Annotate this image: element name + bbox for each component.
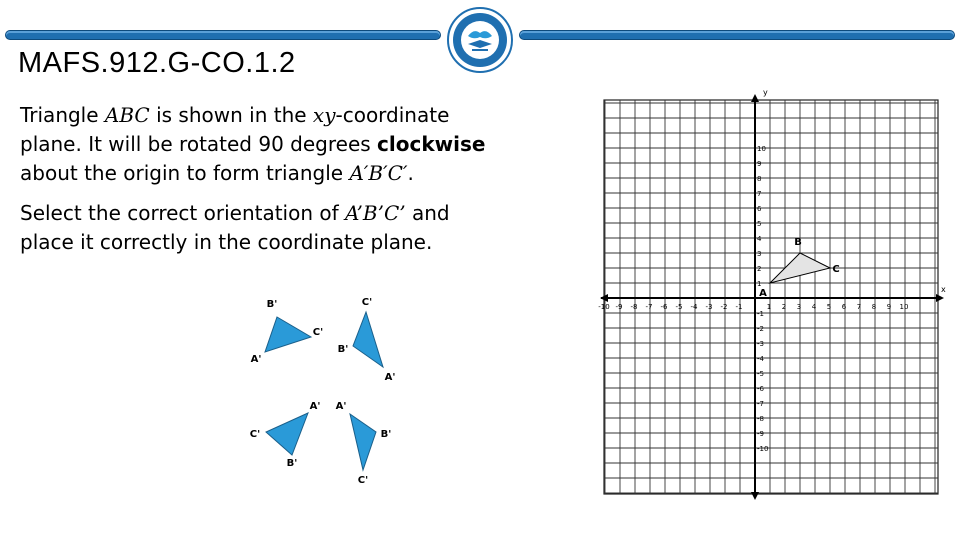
x-tick-label: -7	[645, 303, 653, 311]
y-tick-label: -9	[757, 430, 764, 438]
x-tick-label: 4	[811, 303, 817, 311]
instruction-text: and	[405, 201, 450, 225]
x-tick-label: 7	[856, 303, 862, 311]
instruction-paragraph	[20, 199, 450, 257]
vertex-label: A'	[335, 401, 347, 412]
plane-name: xy	[312, 103, 336, 127]
x-tick-label: -10	[598, 303, 610, 311]
triangle-name: ABC	[104, 103, 150, 127]
page-title: MAFS.912.G-CO.1.2	[18, 47, 296, 79]
option-shape	[353, 312, 383, 367]
question-text: -coordinate	[335, 103, 450, 127]
option-shape	[266, 413, 308, 455]
question-paragraph	[20, 101, 485, 188]
y-axis-label: y	[763, 88, 768, 97]
x-tick-label: -6	[660, 303, 668, 311]
header-bar-right	[520, 31, 954, 39]
image-triangle-name: A′B′C′	[349, 161, 408, 185]
y-tick-label: -6	[757, 385, 764, 393]
y-tick-label: -4	[757, 355, 764, 363]
vertex-label: C'	[361, 297, 373, 308]
y-tick-label: 4	[757, 235, 762, 243]
option-triangle-3[interactable]	[250, 401, 321, 469]
option-shape	[350, 414, 376, 470]
header-bar-left	[6, 31, 440, 39]
option-triangle-4[interactable]	[336, 401, 392, 486]
option-triangle-1[interactable]	[251, 299, 324, 365]
vertex-label: B	[794, 237, 802, 248]
y-tick-label: 7	[757, 190, 762, 198]
x-tick-label: 9	[886, 303, 892, 311]
x-tick-label: -2	[720, 303, 728, 311]
y-axis-arrow-down	[751, 492, 759, 500]
y-tick-label: 2	[757, 265, 762, 273]
y-tick-label: -3	[757, 340, 764, 348]
question-text: is shown in the	[149, 103, 313, 127]
vertex-label: A	[759, 288, 767, 299]
vertex-label: B'	[266, 299, 278, 310]
question-text: plane. It will be rotated 90 degrees	[20, 132, 378, 156]
x-tick-label: -3	[705, 303, 713, 311]
x-tick-label: 2	[781, 303, 787, 311]
y-tick-label: -7	[757, 400, 764, 408]
y-tick-label: 5	[757, 220, 762, 228]
y-tick-label: 1	[757, 280, 762, 288]
vertex-label: C'	[312, 327, 324, 338]
y-tick-label: -5	[757, 370, 764, 378]
option-shape	[265, 317, 311, 352]
school-district-seal-icon	[446, 6, 514, 74]
x-tick-label: -4	[690, 303, 698, 311]
vertex-label: B'	[286, 458, 298, 469]
y-tick-label: -10	[757, 445, 769, 453]
instruction-text: place it correctly in the coordinate plane.	[20, 230, 433, 254]
image-triangle-name: A’B’C’	[345, 201, 406, 225]
x-tick-label: -1	[735, 303, 743, 311]
x-tick-label: 8	[871, 303, 877, 311]
vertex-label: C'	[249, 429, 261, 440]
y-tick-label: -2	[757, 325, 764, 333]
vertex-label: B'	[380, 429, 392, 440]
x-tick-label: -9	[615, 303, 623, 311]
vertex-label: C	[832, 264, 840, 275]
x-tick-label: 3	[796, 303, 802, 311]
coordinate-plane[interactable]	[598, 86, 948, 500]
y-tick-label: 3	[757, 250, 762, 258]
x-axis-arrow-right	[936, 294, 944, 302]
axes	[600, 88, 946, 500]
answer-options	[240, 290, 410, 490]
x-tick-label: -5	[675, 303, 683, 311]
vertex-label: A'	[309, 401, 321, 412]
x-axis-label: x	[941, 285, 946, 294]
emphasis-clockwise: clockwise	[377, 132, 486, 156]
option-triangle-2[interactable]	[338, 297, 396, 383]
instruction-text: Select the correct orientation of	[20, 201, 346, 225]
question-text: about the origin to form triangle	[20, 161, 350, 185]
question-text: Triangle	[20, 103, 105, 127]
y-tick-label: 10	[757, 145, 766, 153]
y-tick-label: 9	[757, 160, 762, 168]
x-tick-label: 1	[766, 303, 772, 311]
x-tick-label: 5	[826, 303, 832, 311]
x-tick-label: 6	[841, 303, 847, 311]
vertex-label: C'	[357, 475, 369, 486]
x-tick-label: -8	[630, 303, 638, 311]
x-tick-label: 10	[899, 303, 909, 311]
vertex-label: B'	[337, 344, 349, 355]
y-tick-label: 8	[757, 175, 762, 183]
y-axis-arrow-up	[751, 94, 759, 102]
vertex-label: A'	[250, 354, 262, 365]
vertex-label: A'	[384, 372, 396, 383]
y-tick-label: -1	[757, 310, 764, 318]
y-tick-label: 6	[757, 205, 762, 213]
question-text: .	[407, 161, 414, 185]
y-tick-label: -8	[757, 415, 764, 423]
